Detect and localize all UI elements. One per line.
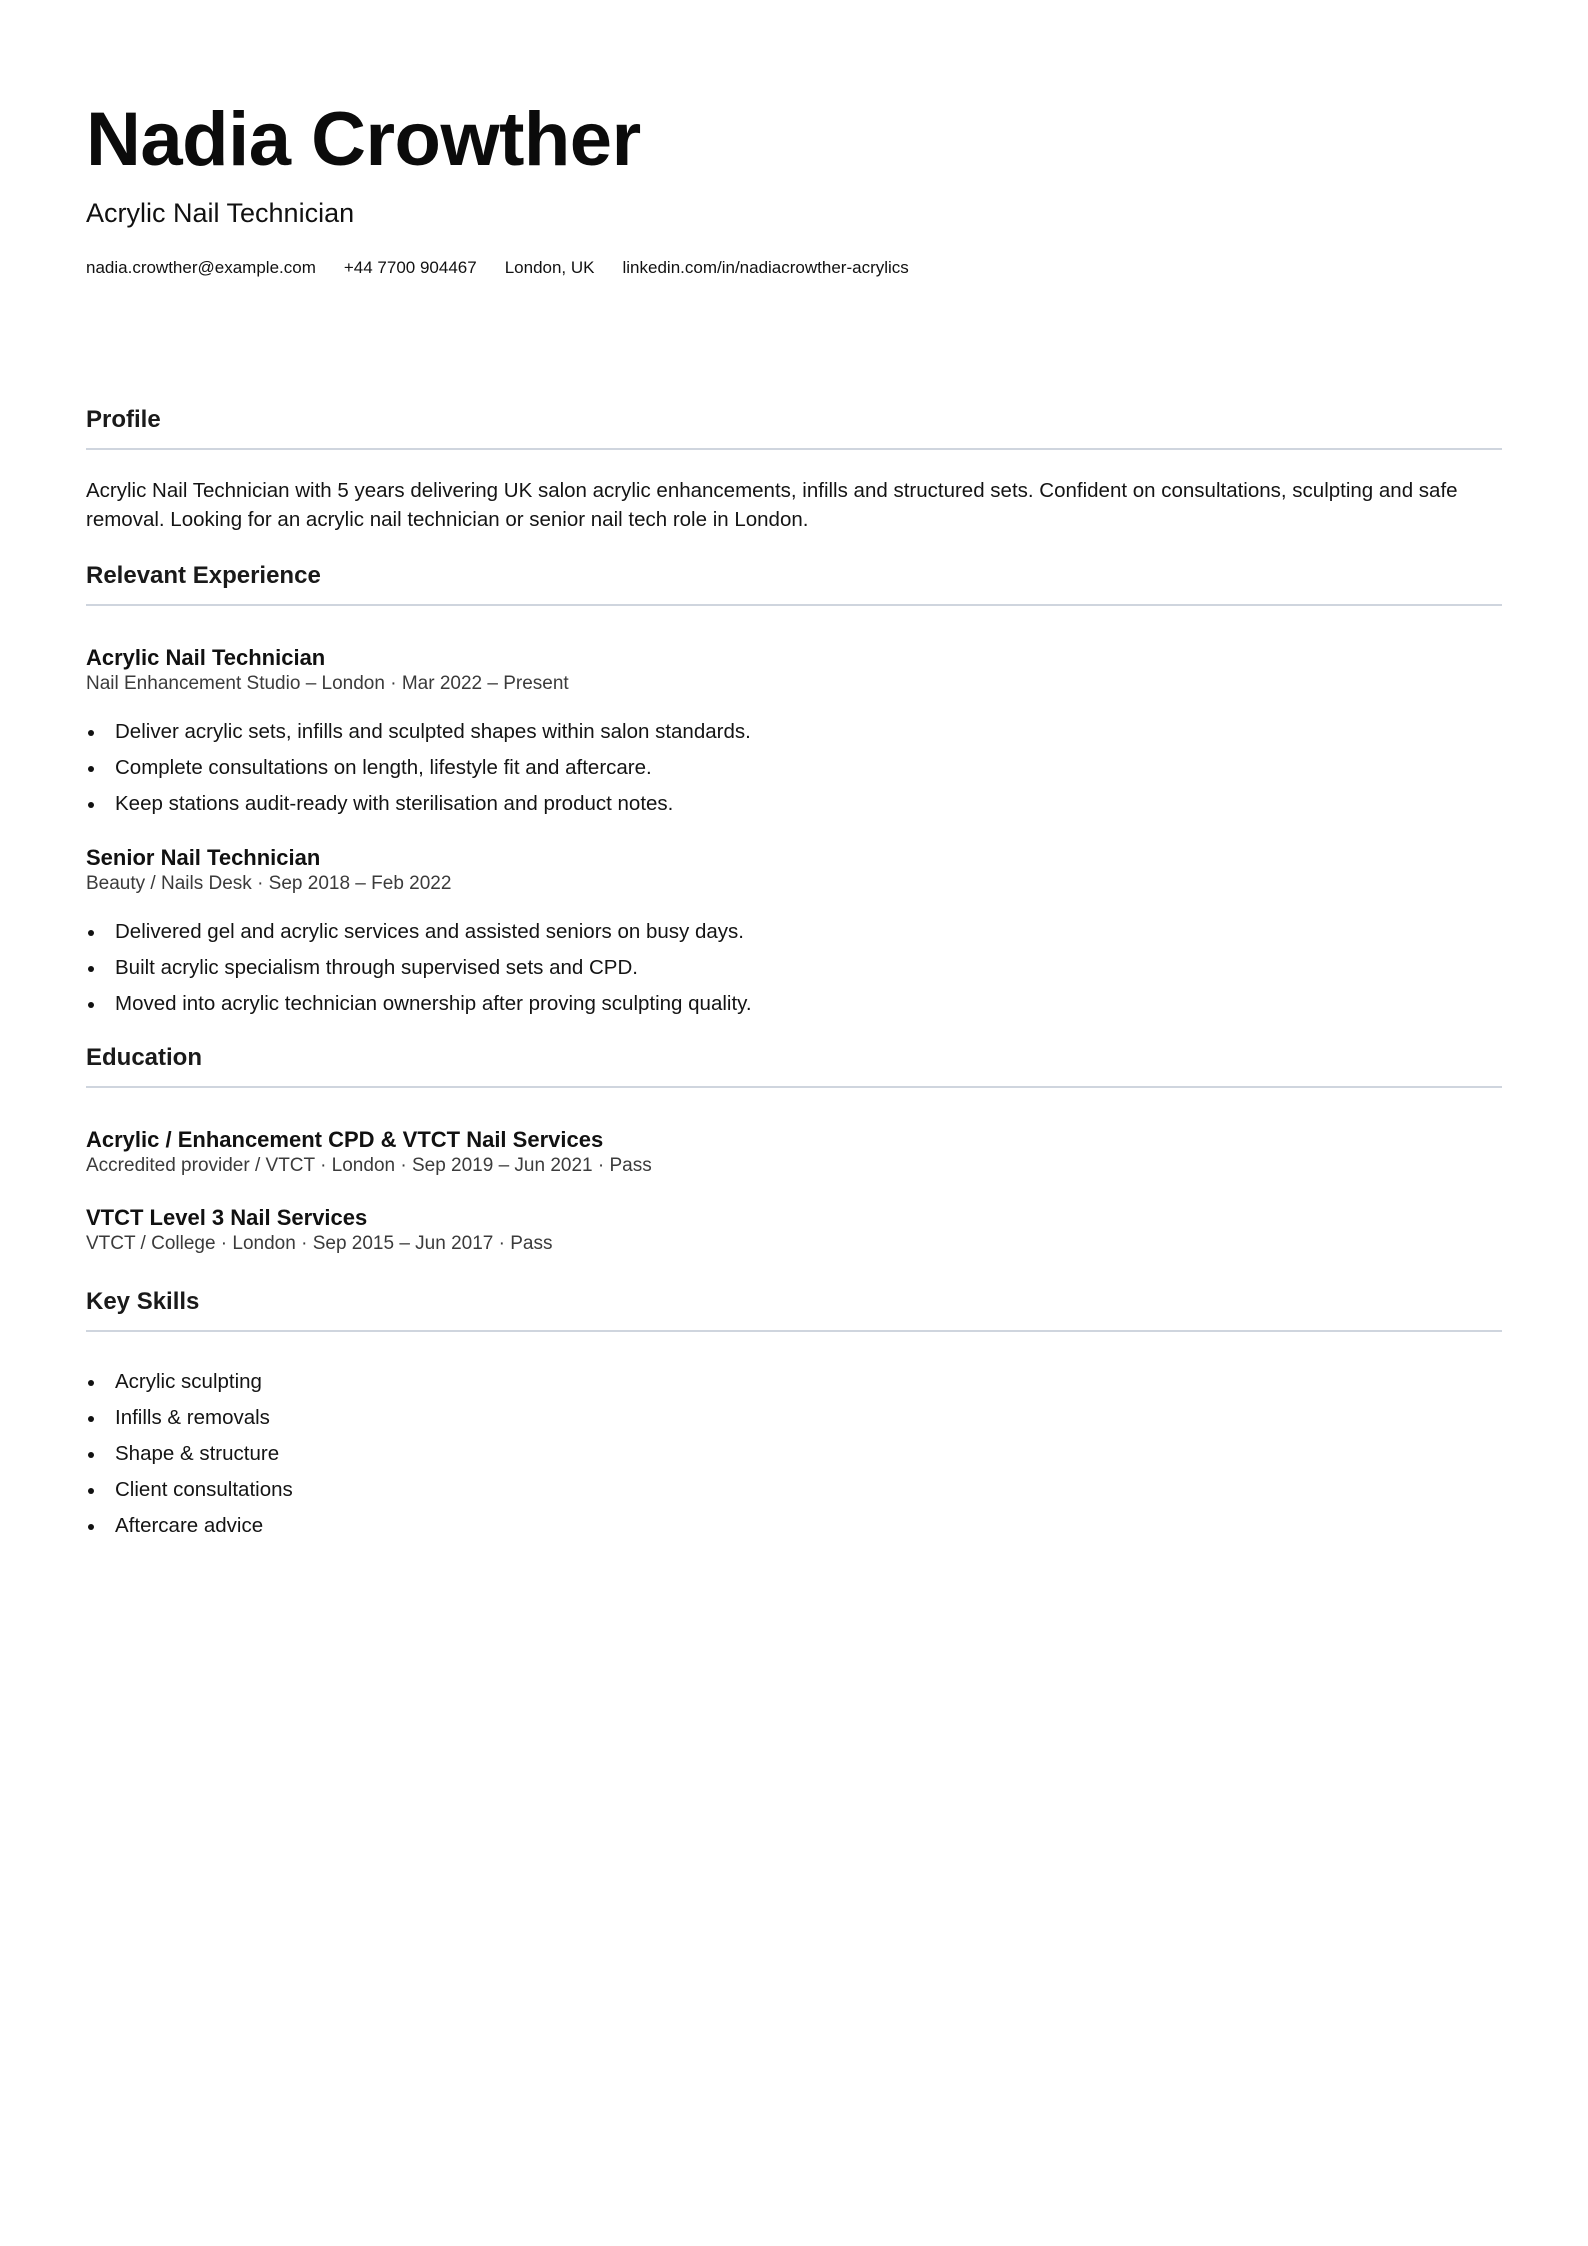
job-role: Senior Nail Technician <box>86 845 321 870</box>
bullet-icon <box>88 1002 94 1008</box>
education-entry <box>86 1204 1502 1256</box>
experience-section <box>86 560 1502 1022</box>
job-meta: Beauty / Nails Desk · Sep 2018 – Feb 2022 <box>86 873 452 894</box>
list-item: Keep stations audit-ready with sterilisation and product notes. <box>86 786 1502 822</box>
bullet-icon <box>88 966 94 972</box>
list-item: Acrylic sculpting <box>86 1364 1502 1400</box>
profile-summary: Acrylic Nail Technician with 5 years delivering UK salon acrylic enhancements, infills and structured sets. Confident on consultations, sculpting and safe removal. Looking for an acrylic nail technician or senior nail tech role in London. <box>86 479 1458 531</box>
section-divider <box>86 1330 1502 1332</box>
candidate-name: Nadia Crowther <box>86 97 641 182</box>
bullet-icon <box>88 730 94 736</box>
contact-row <box>86 256 909 280</box>
job-meta: Nail Enhancement Studio – London · Mar 2022 – Present <box>86 673 569 694</box>
bullet-icon <box>88 1380 94 1386</box>
candidate-headline: Acrylic Nail Technician <box>86 198 355 228</box>
qualification-title: Acrylic / Enhancement CPD & VTCT Nail Services <box>86 1127 604 1152</box>
contact-linkedin[interactable]: linkedin.com/in/nadiacrowther-acrylics <box>622 258 909 277</box>
profile-section <box>86 404 1502 534</box>
section-divider <box>86 448 1502 450</box>
list-item: Shape & structure <box>86 1436 1502 1472</box>
qualification-meta: VTCT / College · London · Sep 2015 – Jun 2017 · Pass <box>86 1233 553 1254</box>
profile-heading: Profile <box>86 406 161 433</box>
list-item: Infills & removals <box>86 1400 1502 1436</box>
experience-heading: Relevant Experience <box>86 562 321 589</box>
section-divider <box>86 604 1502 606</box>
education-entry <box>86 1126 1502 1178</box>
list-item: Deliver acrylic sets, infills and sculpted shapes within salon standards. <box>86 714 1502 750</box>
job-role: Acrylic Nail Technician <box>86 645 326 670</box>
skills-section <box>86 1286 1502 1544</box>
contact-email[interactable]: nadia.crowther@example.com <box>86 258 316 277</box>
bullet-icon <box>88 1416 94 1422</box>
job-entry <box>86 644 1502 822</box>
job-bullets <box>86 714 1502 822</box>
bullet-icon <box>88 1488 94 1494</box>
contact-location: London, UK <box>504 258 595 277</box>
qualification-title: VTCT Level 3 Nail Services <box>86 1205 368 1230</box>
section-divider <box>86 1086 1502 1088</box>
list-item: Moved into acrylic technician ownership after proving sculpting quality. <box>86 986 1502 1022</box>
bullet-icon <box>88 930 94 936</box>
list-item: Aftercare advice <box>86 1508 1502 1544</box>
list-item: Client consultations <box>86 1472 1502 1508</box>
bullet-icon <box>88 1524 94 1530</box>
contact-phone[interactable]: +44 7700 904467 <box>343 258 477 277</box>
education-heading: Education <box>86 1044 203 1071</box>
list-item: Built acrylic specialism through supervised sets and CPD. <box>86 950 1502 986</box>
bullet-icon <box>88 802 94 808</box>
job-entry <box>86 844 1502 1022</box>
qualification-meta: Accredited provider / VTCT · London · Sep 2019 – Jun 2021 · Pass <box>86 1155 652 1176</box>
bullet-icon <box>88 766 94 772</box>
education-section <box>86 1042 1502 1256</box>
bullet-icon <box>88 1452 94 1458</box>
skills-list <box>86 1364 1502 1544</box>
list-item: Complete consultations on length, lifestyle fit and aftercare. <box>86 750 1502 786</box>
job-bullets <box>86 914 1502 1022</box>
skills-heading: Key Skills <box>86 1288 200 1315</box>
list-item: Delivered gel and acrylic services and assisted seniors on busy days. <box>86 914 1502 950</box>
